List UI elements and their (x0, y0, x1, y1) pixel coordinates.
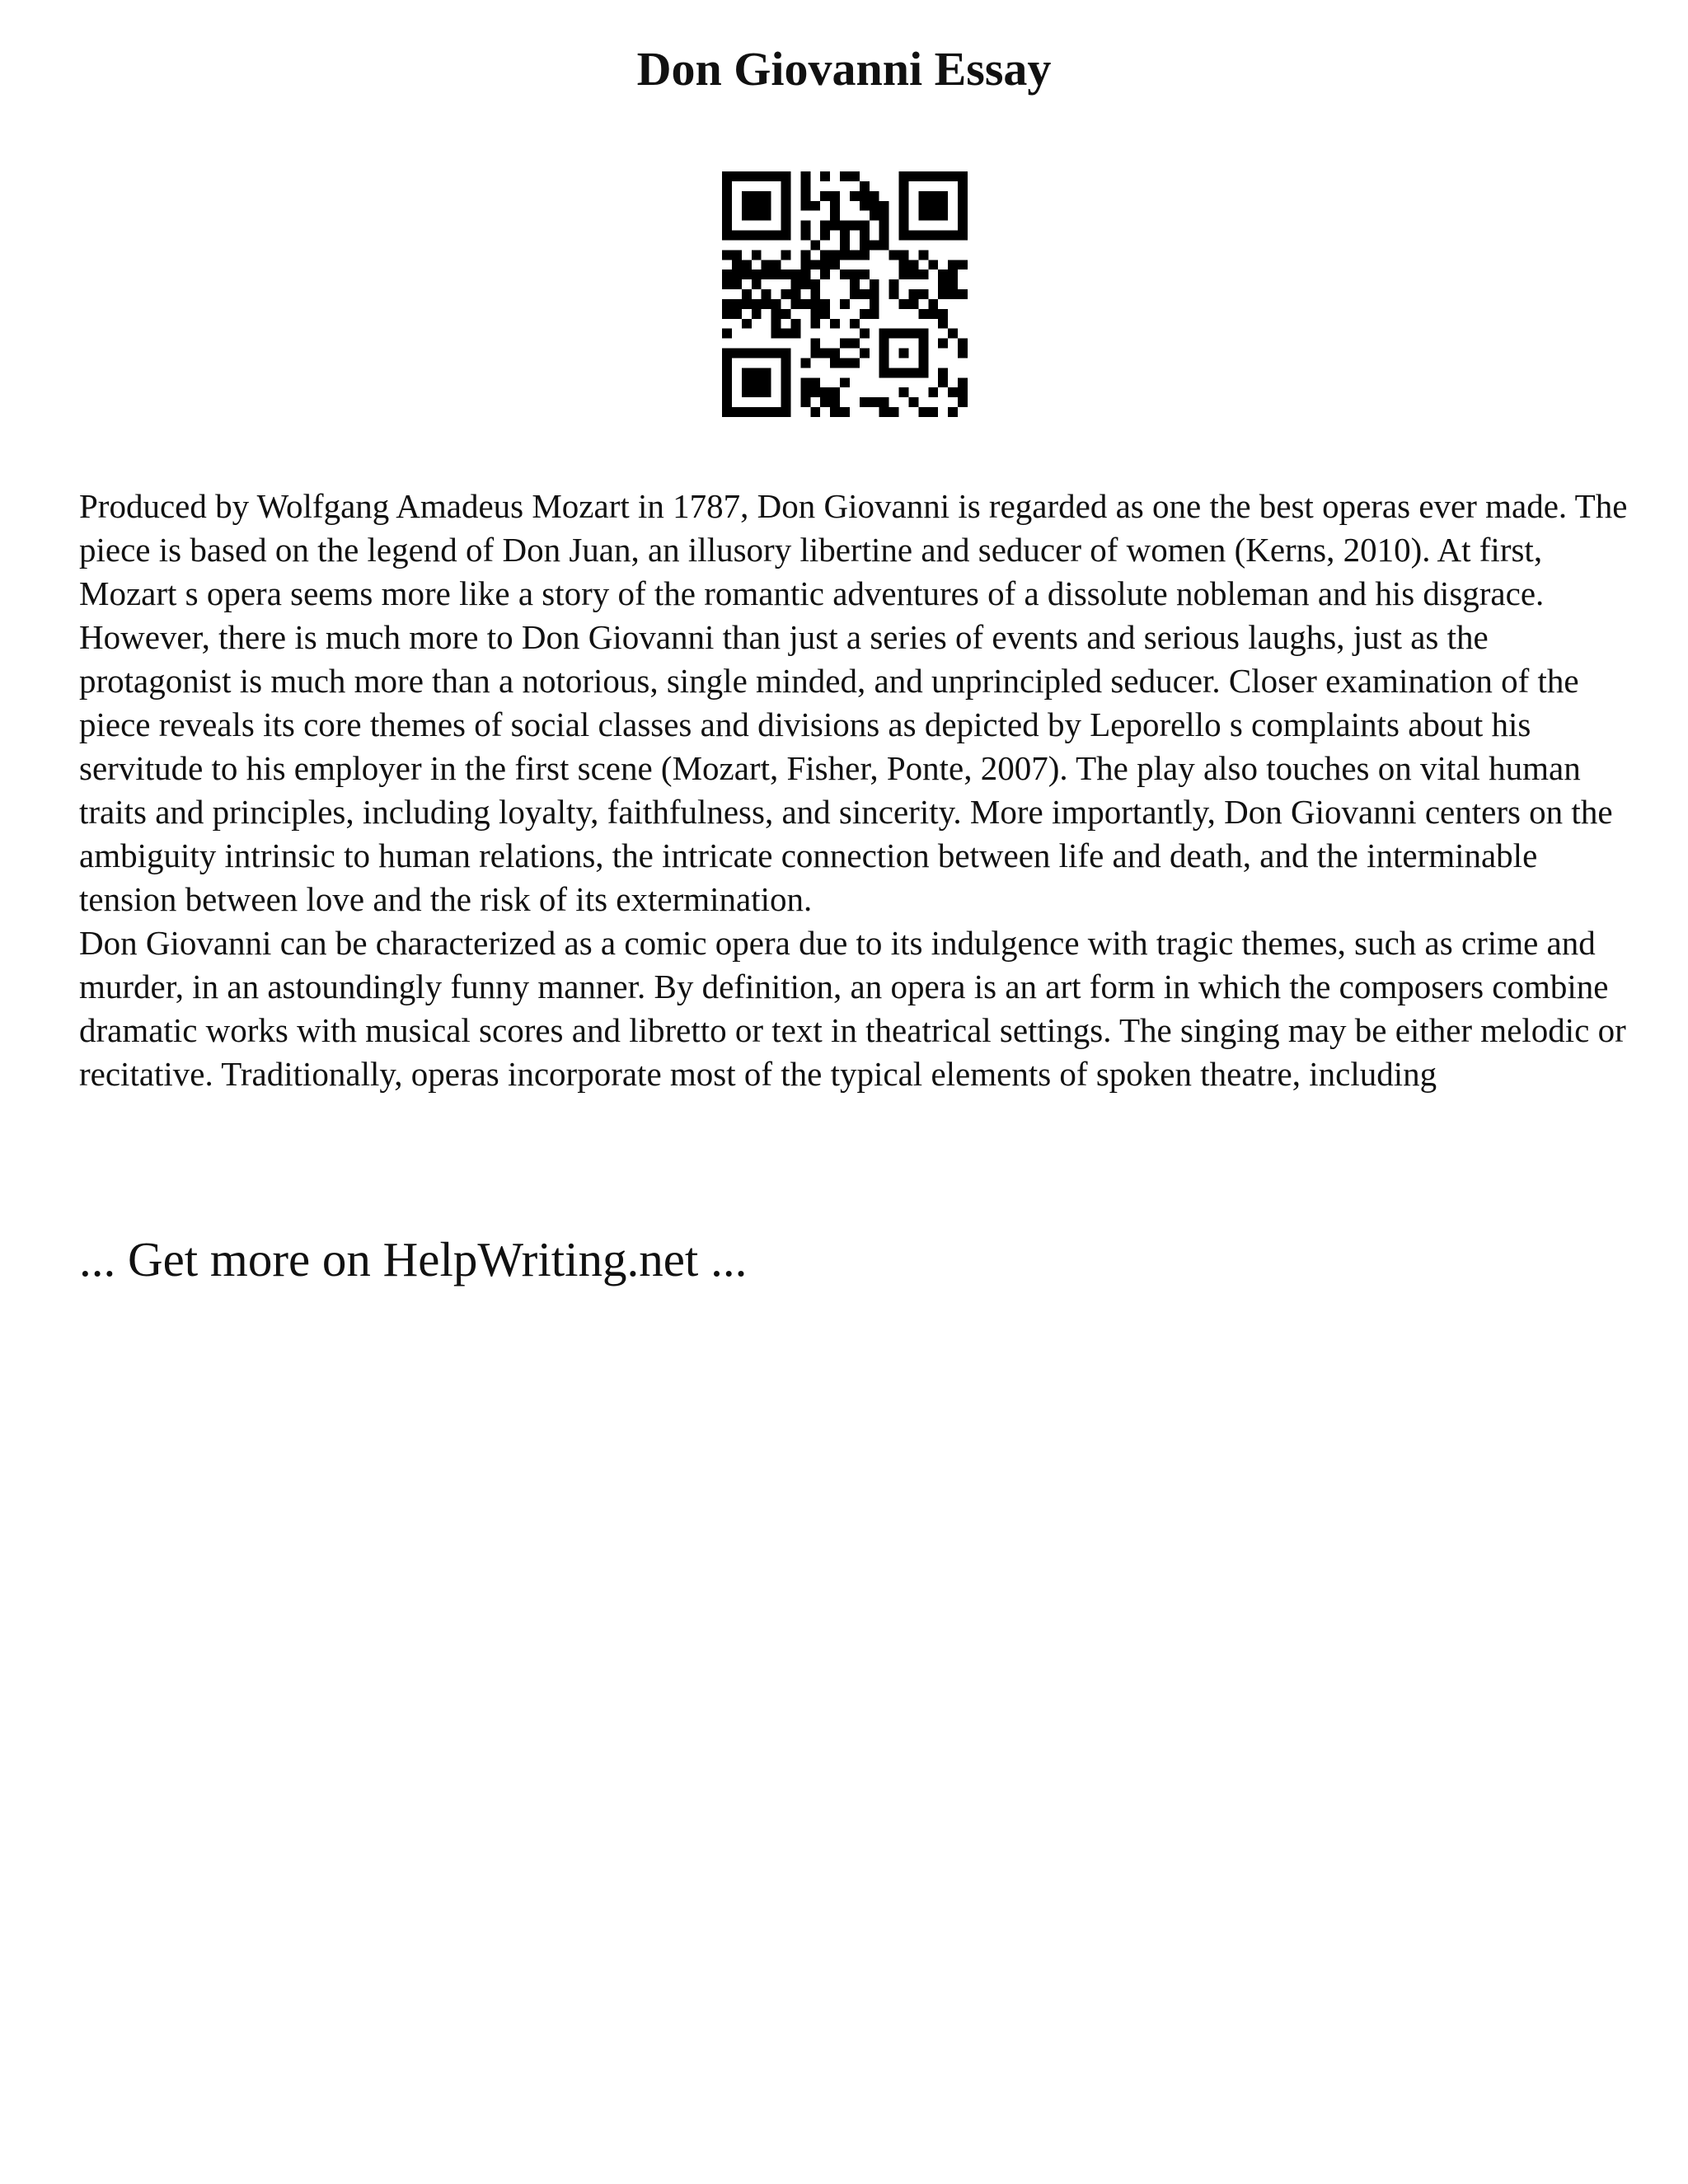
document-title: Don Giovanni Essay (636, 42, 1052, 96)
essay-paragraph-2: Don Giovanni can be characterized as a comic opera due to its indulgence with tragic themes, such as crime and murder, in an astoundingly funny manner. By definition, an opera is an art form in which the composers combine dramatic works with musical scores and libretto or text in theatrical settings. The singing may be either melodic or recitative. Traditionally, operas incorporate most of the typical elements of spoken theatre, including (79, 924, 1626, 1093)
qr-code-icon (722, 171, 968, 417)
essay-body (79, 485, 1629, 1096)
get-more-link[interactable]: ... Get more on HelpWriting.net ... (79, 1232, 748, 1286)
essay-paragraph-1: Produced by Wolfgang Amadeus Mozart in 1787, Don Giovanni is regarded as one the best operas ever made. The piece is based on the legend of Don Juan, an illusory libertine and seducer of women (Kerns, 2010). At first, Mozart s opera seems more like a story of the romantic adventures of a dissolute nobleman and his disgrace. However, there is much more to Don Giovanni than just a series of events and serious laughs, just as the protagonist is much more than a notorious, single minded, and unprincipled seducer. Closer examination of the piece reveals its core themes of social classes and divisions as depicted by Leporello s complaints about his servitude to his employer in the first scene (Mozart, Fisher, Ponte, 2007). The play also touches on vital human traits and principles, including loyalty, faithfulness, and sincerity. More importantly, Don Giovanni centers on the ambiguity intrinsic to human relations, the intricate connection between life and death, and the interminable tension between love and the risk of its extermination. (79, 487, 1628, 918)
